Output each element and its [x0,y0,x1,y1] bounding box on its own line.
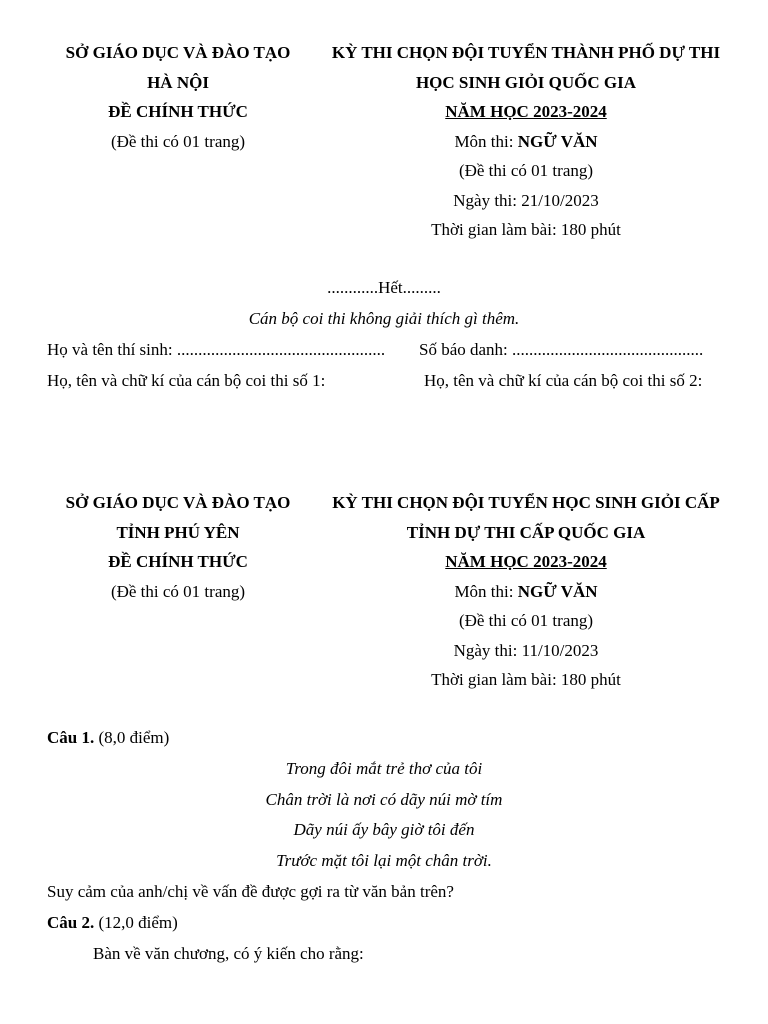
exam2-school-year: NĂM HỌC 2023-2024 [445,552,607,571]
exam2-issuer-block [48,488,308,606]
exam2-province: TỈNH PHÚ YÊN [116,522,240,542]
question2-heading [47,913,178,933]
exam1-end-marker: ............Hết......... [327,278,441,297]
exam1-dept: SỞ GIÁO DỤC VÀ ĐÀO TẠO [65,43,291,62]
exam2-subject-value: NGỮ VĂN [517,581,598,601]
question2-points: (12,0 điểm) [94,913,178,932]
exam1-subject-label: Môn thi: [454,131,518,151]
exam1-candidate-name: Họ và tên thí sinh: ................................................. [47,340,386,359]
exam2-subject [316,577,736,607]
exam1-duration: Thời gian làm bài: 180 phút [431,220,621,239]
poem-line: Chân trời là nơi có dãy núi mờ tím [265,789,503,809]
exam1-title-line2: HỌC SINH GIỎI QUỐC GIA [415,72,637,92]
question1-prompt: Suy cảm của anh/chị về vấn đề được gợi ra từ văn bản trên? [47,882,454,901]
exam1-proctor2-signature: Họ, tên và chữ kí của cán bộ coi thi số 2: [424,371,703,390]
exam1-city: HÀ NỘI [147,72,209,92]
exam2-date: Ngày thi: 11/10/2023 [453,640,599,660]
question1-points: (8,0 điểm) [94,728,170,747]
exam1-title-line1: KỲ THI CHỌN ĐỘI TUYỂN THÀNH PHỐ DỰ THI [331,43,721,62]
exam2-subject-label: Môn thi: [454,581,518,601]
exam2-title-line1: KỲ THI CHỌN ĐỘI TUYỂN HỌC SINH GIỎI CẤP [332,493,720,512]
exam1-proctor1-signature: Họ, tên và chữ kí của cán bộ coi thi số 1: [47,371,326,390]
exam1-candidate-number: Số báo danh: ............................................. [419,340,704,359]
question1-label: Câu 1. [47,728,95,747]
exam1-issuer-block [48,38,308,156]
poem-line: Trong đôi mắt trẻ thơ của tôi [285,759,483,778]
exam2-left-pages: (Đề thi có 01 trang) [110,581,246,601]
exam1-date: Ngày thi: 21/10/2023 [453,190,599,210]
exam1-left-pages: (Đề thi có 01 trang) [110,131,246,151]
exam2-title-line2: TỈNH DỰ THI CẤP QUỐC GIA [406,522,646,542]
exam1-subject [316,127,736,157]
exam1-school-year: NĂM HỌC 2023-2024 [445,102,607,121]
question1-poem [0,754,768,876]
exam1-right-pages: (Đề thi có 01 trang) [458,161,594,180]
exam2-right-pages: (Đề thi có 01 trang) [458,611,594,630]
exam1-official-label: ĐỀ CHÍNH THỨC [108,102,248,121]
exam2-official-label: ĐỀ CHÍNH THỨC [108,552,248,571]
exam1-subject-value: NGỮ VĂN [517,131,598,151]
exam2-dept: SỞ GIÁO DỤC VÀ ĐÀO TẠO [65,493,291,512]
exam2-duration: Thời gian làm bài: 180 phút [431,670,621,689]
question2-intro: Bàn về văn chương, có ý kiến cho rằng: [93,944,364,963]
exam2-title-block [316,488,736,695]
question2-label: Câu 2. [47,913,95,932]
poem-line: Trước mặt tôi lại một chân trời. [276,850,492,870]
exam1-title-block [316,38,736,245]
poem-line: Dãy núi ấy bây giờ tôi đến [293,820,475,839]
exam1-proctor-note: Cán bộ coi thi không giải thích gì thêm. [248,309,520,328]
question1-heading [47,728,169,748]
